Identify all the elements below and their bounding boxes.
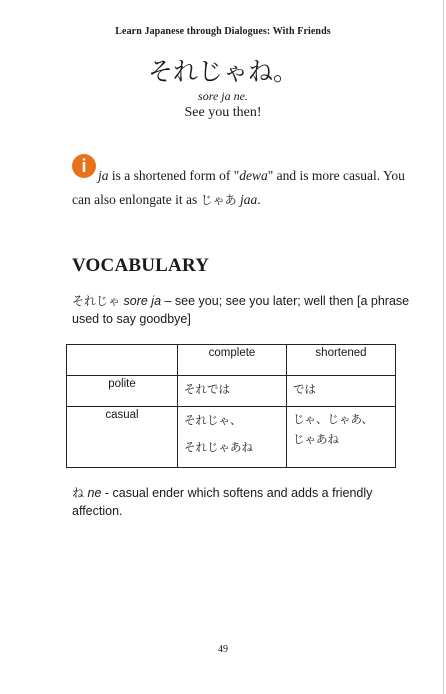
- vocab-entry-soreja: [72, 292, 412, 328]
- phrase-japanese: それじゃね。: [147, 57, 298, 86]
- cell-casual-shortened: [287, 407, 396, 468]
- cell-text: それじゃ、: [184, 413, 242, 427]
- forms-table: [66, 344, 396, 468]
- table-header-shortened: shortened: [287, 345, 396, 376]
- vocab-entry-jp: ね: [72, 486, 85, 500]
- cell-text: それじゃあね: [184, 440, 253, 454]
- note-text-3: .: [257, 192, 261, 207]
- table-header-complete: complete: [178, 345, 287, 376]
- table-header-row: [67, 345, 396, 376]
- phrase-romaji: sore ja ne.: [198, 89, 248, 103]
- row-label-polite: polite: [67, 376, 178, 407]
- note-jaa-japanese: じゃあ: [200, 193, 237, 207]
- cell-text: じゃ、じゃあ、: [293, 412, 374, 426]
- vocab-entry-jp: それじゃ: [72, 294, 121, 308]
- cell-text: じゃあね: [293, 432, 339, 446]
- vocab-entry-romaji: ne: [87, 486, 102, 500]
- cell-polite-shortened: [287, 376, 396, 407]
- vocab-entry-ne: [72, 484, 412, 520]
- note-dewa: dewa: [239, 168, 268, 183]
- note-text-2: " and is more casual. You can also enlongate it as: [72, 168, 405, 207]
- note-jaa-romaji: jaa: [239, 192, 258, 207]
- phrase-english: See you then!: [184, 105, 262, 120]
- running-header: Learn Japanese through Dialogues: With Friends: [115, 26, 331, 37]
- note-ja: ja: [98, 168, 109, 183]
- vocabulary-heading: VOCABULARY: [72, 255, 210, 276]
- table-row: [67, 407, 396, 468]
- info-icon: i: [72, 154, 96, 178]
- row-label-casual: casual: [67, 407, 178, 468]
- page-number: 49: [218, 644, 228, 655]
- cell-text: では: [293, 382, 316, 396]
- cell-polite-complete: [178, 376, 287, 407]
- note-text-1: is a shortened form of ": [108, 168, 240, 183]
- table-header-blank: [67, 345, 178, 376]
- vocab-entry-definition: – see you; see you later; well then [a phrase used to say goodbye]: [72, 294, 410, 326]
- usage-note: [72, 164, 407, 212]
- vocab-entry-romaji: sore ja: [123, 294, 162, 308]
- table-row: [67, 376, 396, 407]
- cell-casual-complete: [178, 407, 287, 468]
- cell-text: それでは: [184, 382, 230, 396]
- vocab-entry-definition: - casual ender which softens and adds a friendly affection.: [72, 486, 373, 518]
